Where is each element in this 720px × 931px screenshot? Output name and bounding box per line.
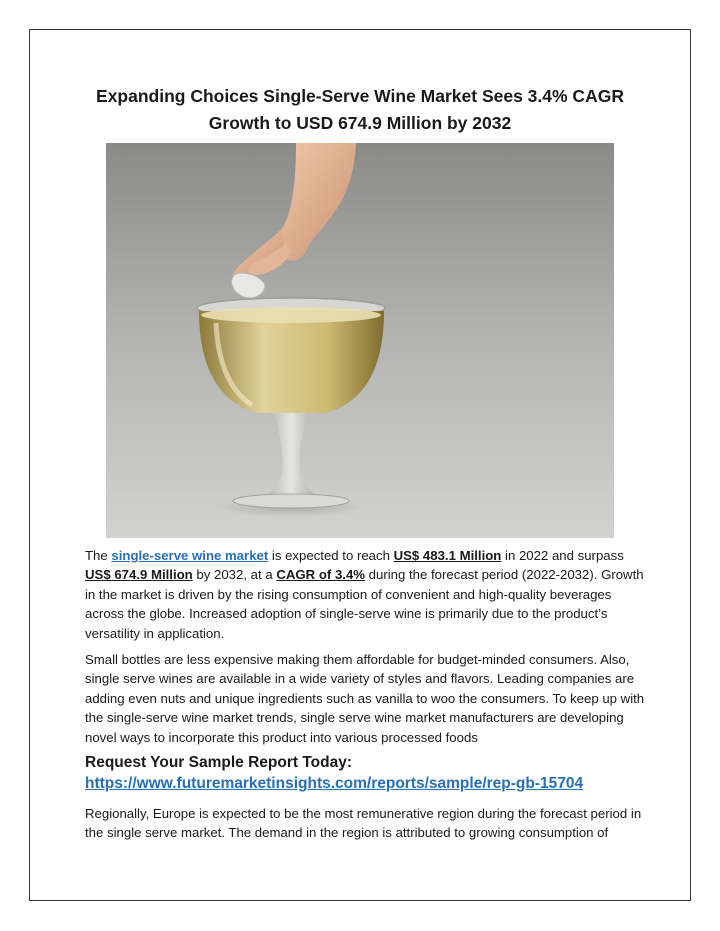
text-span: The <box>85 548 112 563</box>
sample-report-heading: Request Your Sample Report Today: <box>85 754 352 771</box>
market-value-2032: US$ 674.9 Million <box>85 567 193 583</box>
market-value-2022: US$ 483.1 Million <box>393 548 502 563</box>
single-serve-wine-market-link[interactable]: single-serve wine market <box>111 548 269 563</box>
intro-paragraph <box>85 546 645 643</box>
wine-glass-image <box>106 143 614 538</box>
cagr-value: CAGR of 3.4% <box>276 567 366 583</box>
text-span: by 2032, at a <box>192 567 277 583</box>
text-span: during the forecast period (2022-2032). Growth in the market is driven by the rising consumption of convenient and high-quality beverages across the globe. Increased adoption of single-serve wine is primarily due to the product’s versatility in application. <box>85 567 644 641</box>
text-span: in 2022 and surpass <box>501 548 624 563</box>
trends-paragraph: Small bottles are less expensive making them affordable for budget-minded consumers. Also, single serve wines are available in a wide variety of styles and flavors. Leading companies are adding even nuts and unique ingredients such as vanilla to woo the consumers. To keep up with the single-serve wine market trends, single serve wine market manufacturers are developing novel ways to incorporate this product into various processed foods <box>85 652 645 745</box>
wine-glass-photo <box>106 143 614 538</box>
sample-report-link[interactable]: https://www.futuremarketinsights.com/reports/sample/rep-gb-15704 <box>85 775 584 792</box>
text-span: is expected to reach <box>268 548 394 563</box>
regional-paragraph: Regionally, Europe is expected to be the most remunerative region during the forecast period in the single serve market. The demand in the region is attributed to growing consumption of <box>85 806 642 841</box>
document-title: Expanding Choices Single-Serve Wine Market Sees 3.4% CAGR Growth to USD 674.9 Million by 2032 <box>96 86 624 133</box>
